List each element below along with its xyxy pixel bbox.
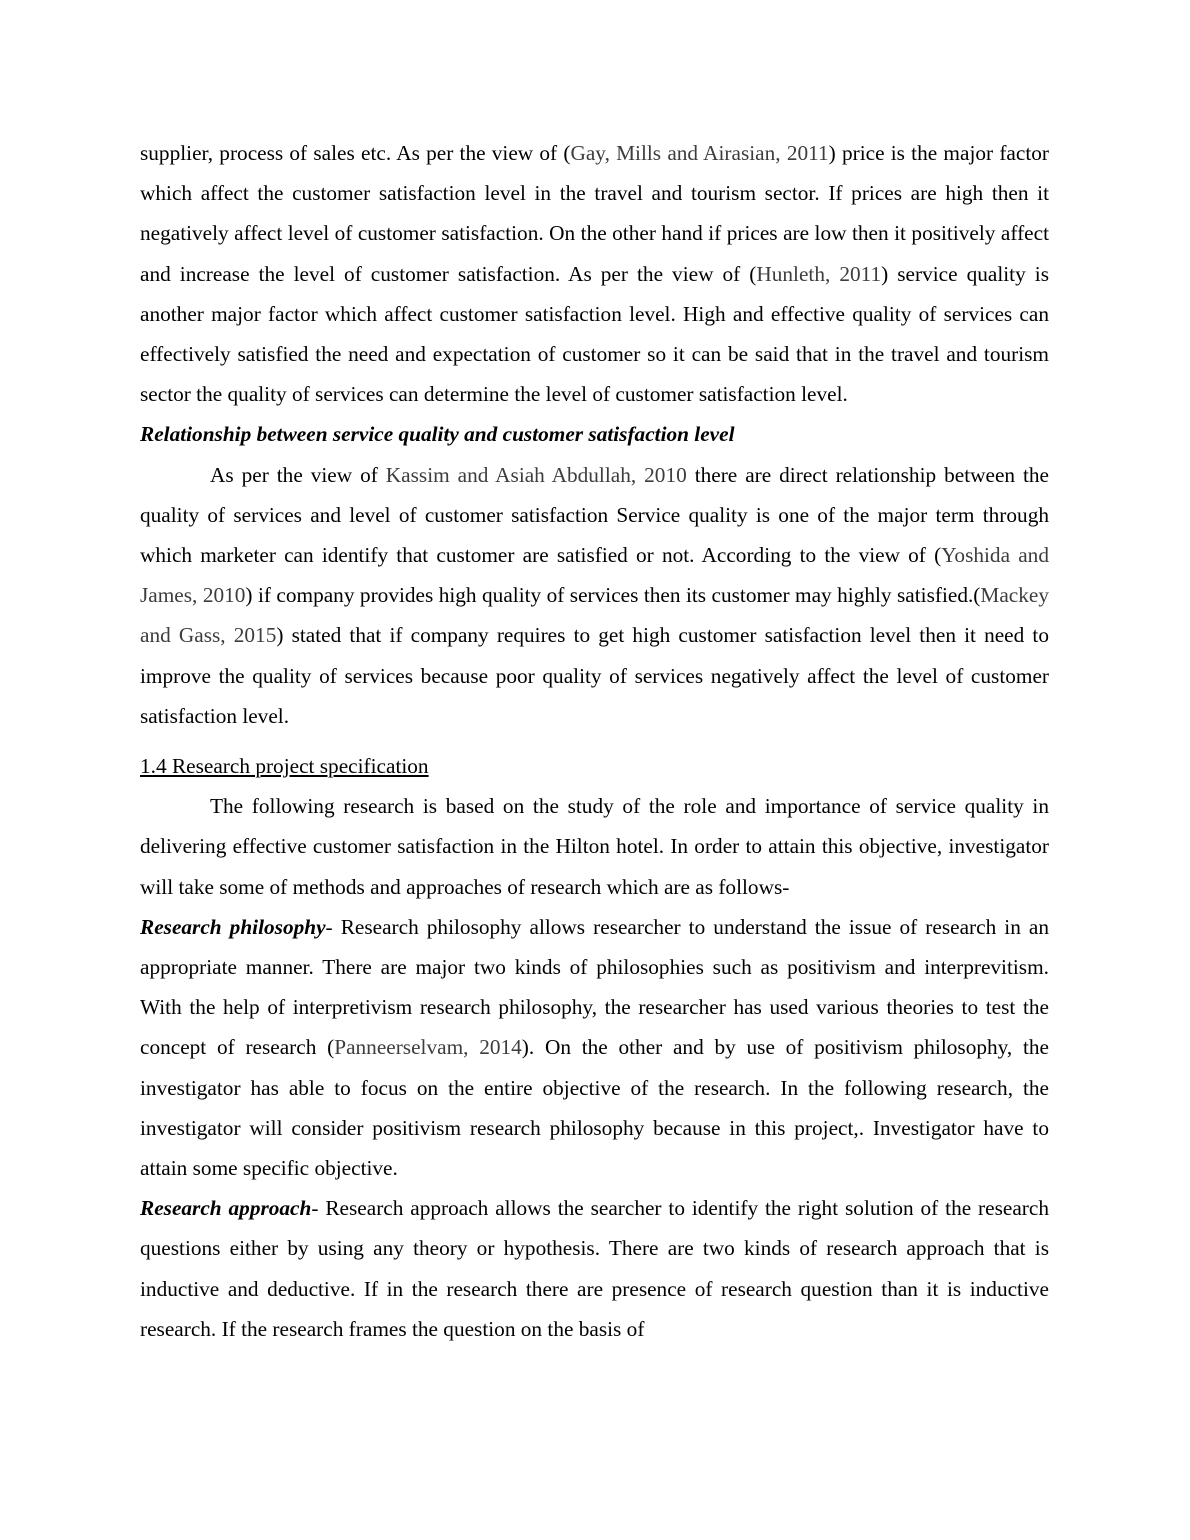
paragraph-relationship: As per the view of Kassim and Asiah Abdullah, 2010 there are direct relationship between the quality of services and level of customer satisfaction Service quality is one of the major term through which marketer can identify that customer are satisfied or not. According to the view of (Yoshida and James, 2010) if company provides high quality of services then its customer may highly satisfied.(Mackey and Gass, 2015) stated that if company requires to get high customer satisfaction level then it need to improve the quality of services because poor quality of services negatively affect the level of customer satisfaction level. [140,462,1050,728]
citation: Panneerselvam, 2014 [334,1035,522,1060]
paragraph-research-philosophy: Research philosophy- Research philosophy allows researcher to understand the issue of research in an appropriate manner. There are major two kinds of philosophies such as positivism and interprevitism. With the help of interpretivism research philosophy, the researcher has used various theories to test the concept of research (Panneerselvam, 2014). On the other and by use of positivism philosophy, the investigator has able to focus on the entire objective of the research. In the following research, the investigator will consider positivism research philosophy because in this project,. Investigator have to attain some specific objective. [140,914,1049,1181]
paragraph-research-intro: The following research is based on the study of the role and importance of service quality in delivering effective customer satisfaction in the Hilton hotel. In order to attain this objective, investigator will take some of methods and approaches of research which are as follows- [140,794,1049,899]
citation: Hunleth, 2011 [756,261,882,286]
subheading-relationship: Relationship between service quality and customer satisfaction level [140,422,735,447]
lead-term: Research approach [140,1196,312,1221]
citation: Yoshida and James, 2010 [140,543,1049,608]
citation: Kassim and Asiah Abdullah, 2010 [385,462,687,487]
paragraph-research-approach: Research approach- Research approach allows the searcher to identify the right solution of the research questions either by using any theory or hypothesis. There are two kinds of research approach that is inductive and deductive. If in the research there are presence of research question than it is inductive research. If the research frames the question on the basis of [140,1196,1049,1341]
lead-term: Research philosophy [140,914,326,939]
section-heading-research-specification: 1.4 Research project specification [140,754,429,779]
document-page [140,133,1049,1349]
citation: Mackey and Gass, 2015 [140,583,1049,648]
citation: Gay, Mills and Airasian, 2011 [570,141,829,165]
paragraph-price-service-quality: supplier, process of sales etc. As per the view of (Gay, Mills and Airasian, 2011) price is the major factor which affect the customer satisfaction level in the travel and tourism sector. If prices are high then it negatively affect level of customer satisfaction. On the other hand if prices are low then it positively affect and increase the level of customer satisfaction. As per the view of (Hunleth, 2011) service quality is another major factor which affect customer satisfaction level. High and effective quality of services can effectively satisfied the need and expectation of customer so it can be said that in the travel and tourism sector the quality of services can determine the level of customer satisfaction level. [140,141,1049,407]
